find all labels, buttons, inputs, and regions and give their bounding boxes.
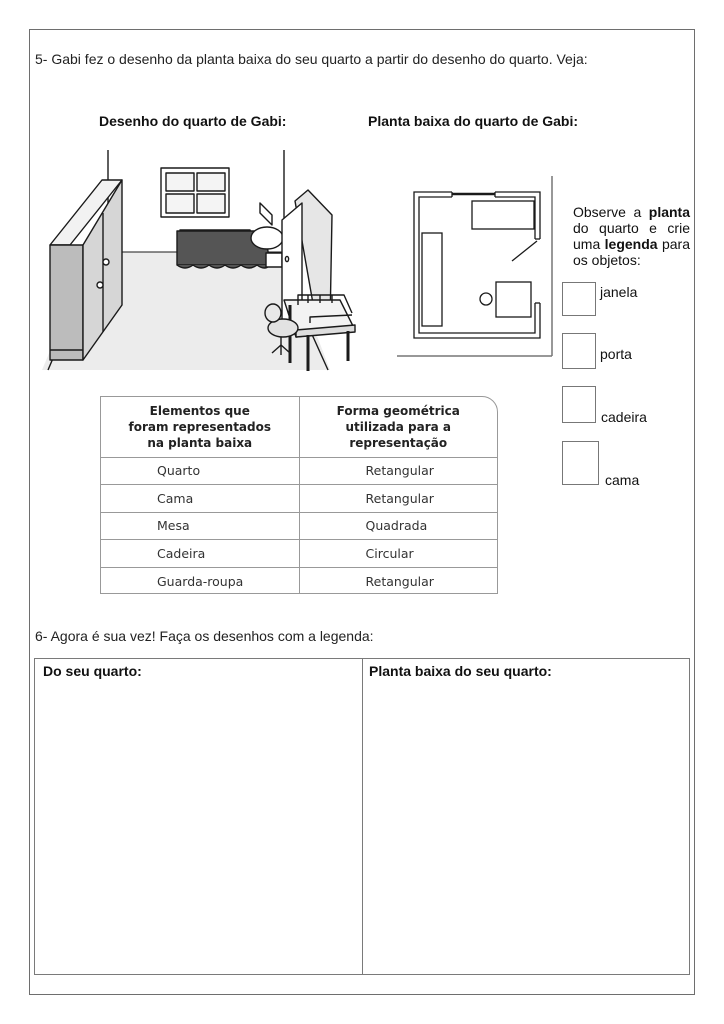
your-room-drawing-area[interactable] <box>35 659 363 974</box>
table-row <box>101 485 497 513</box>
shape-cell: Retangular <box>299 485 497 513</box>
legend-intro-text: do quarto e crie uma <box>573 220 690 252</box>
legend-label-janela: janela <box>600 284 638 300</box>
element-cell: Mesa <box>101 512 299 540</box>
header-line: na planta baixa <box>147 435 253 450</box>
element-cell: Cama <box>101 485 299 513</box>
legend-box-cama[interactable] <box>562 441 599 485</box>
legend-label-porta: porta <box>600 346 632 362</box>
legend-label-cama: cama <box>605 472 640 488</box>
table-row <box>101 457 497 485</box>
header-elements <box>101 397 299 457</box>
your-room-title: Do seu quarto: <box>43 663 142 679</box>
table-row <box>101 540 497 568</box>
table-header-row <box>101 397 497 457</box>
legend-box-janela[interactable] <box>562 282 596 316</box>
shape-cell: Circular <box>299 540 497 568</box>
shape-cell: Quadrada <box>299 512 497 540</box>
question-6-prompt: 6- Agora é sua vez! Faça os desenhos com a legenda: <box>35 628 374 644</box>
header-line: utilizada para a <box>345 419 452 434</box>
table-row <box>101 567 497 594</box>
element-cell: Cadeira <box>101 540 299 568</box>
header-line: representação <box>349 435 448 450</box>
your-floor-plan-drawing-area[interactable] <box>363 659 689 974</box>
room-drawing-title: Desenho do quarto de Gabi: <box>99 113 287 129</box>
your-floor-plan-title: Planta baixa do seu quarto: <box>369 663 552 679</box>
question-5-prompt: 5- Gabi fez o desenho da planta baixa do seu quarto a partir do desenho do quarto. Veja: <box>35 51 588 67</box>
element-cell: Guarda-roupa <box>157 573 244 589</box>
legend-label-cadeira: cadeira <box>601 409 647 425</box>
header-line: Forma geométrica <box>336 403 460 418</box>
header-line: Elementos que <box>149 403 250 418</box>
legend-instructions <box>573 204 690 268</box>
shape-cell: Retangular <box>299 457 497 485</box>
legend-intro-text: para os objetos: <box>573 236 690 268</box>
legend-intro-bold-planta: planta <box>648 204 690 220</box>
floor-plan-elements-table <box>100 396 498 594</box>
legend-intro-text: Observe a <box>573 204 649 220</box>
shape-cell: Retangular <box>299 567 497 594</box>
header-line: foram representados <box>128 419 271 434</box>
legend-box-porta[interactable] <box>562 333 596 369</box>
drawing-answer-grid <box>34 658 690 975</box>
table-row <box>101 512 497 540</box>
legend-box-cadeira[interactable] <box>562 386 596 423</box>
floor-plan-title: Planta baixa do quarto de Gabi: <box>368 113 579 129</box>
element-cell: Quarto <box>101 457 299 485</box>
floor-plan-illustration <box>392 176 557 361</box>
legend-intro-bold-legenda: legenda <box>604 236 658 252</box>
room-perspective-illustration <box>40 145 360 380</box>
header-shape <box>299 397 497 457</box>
